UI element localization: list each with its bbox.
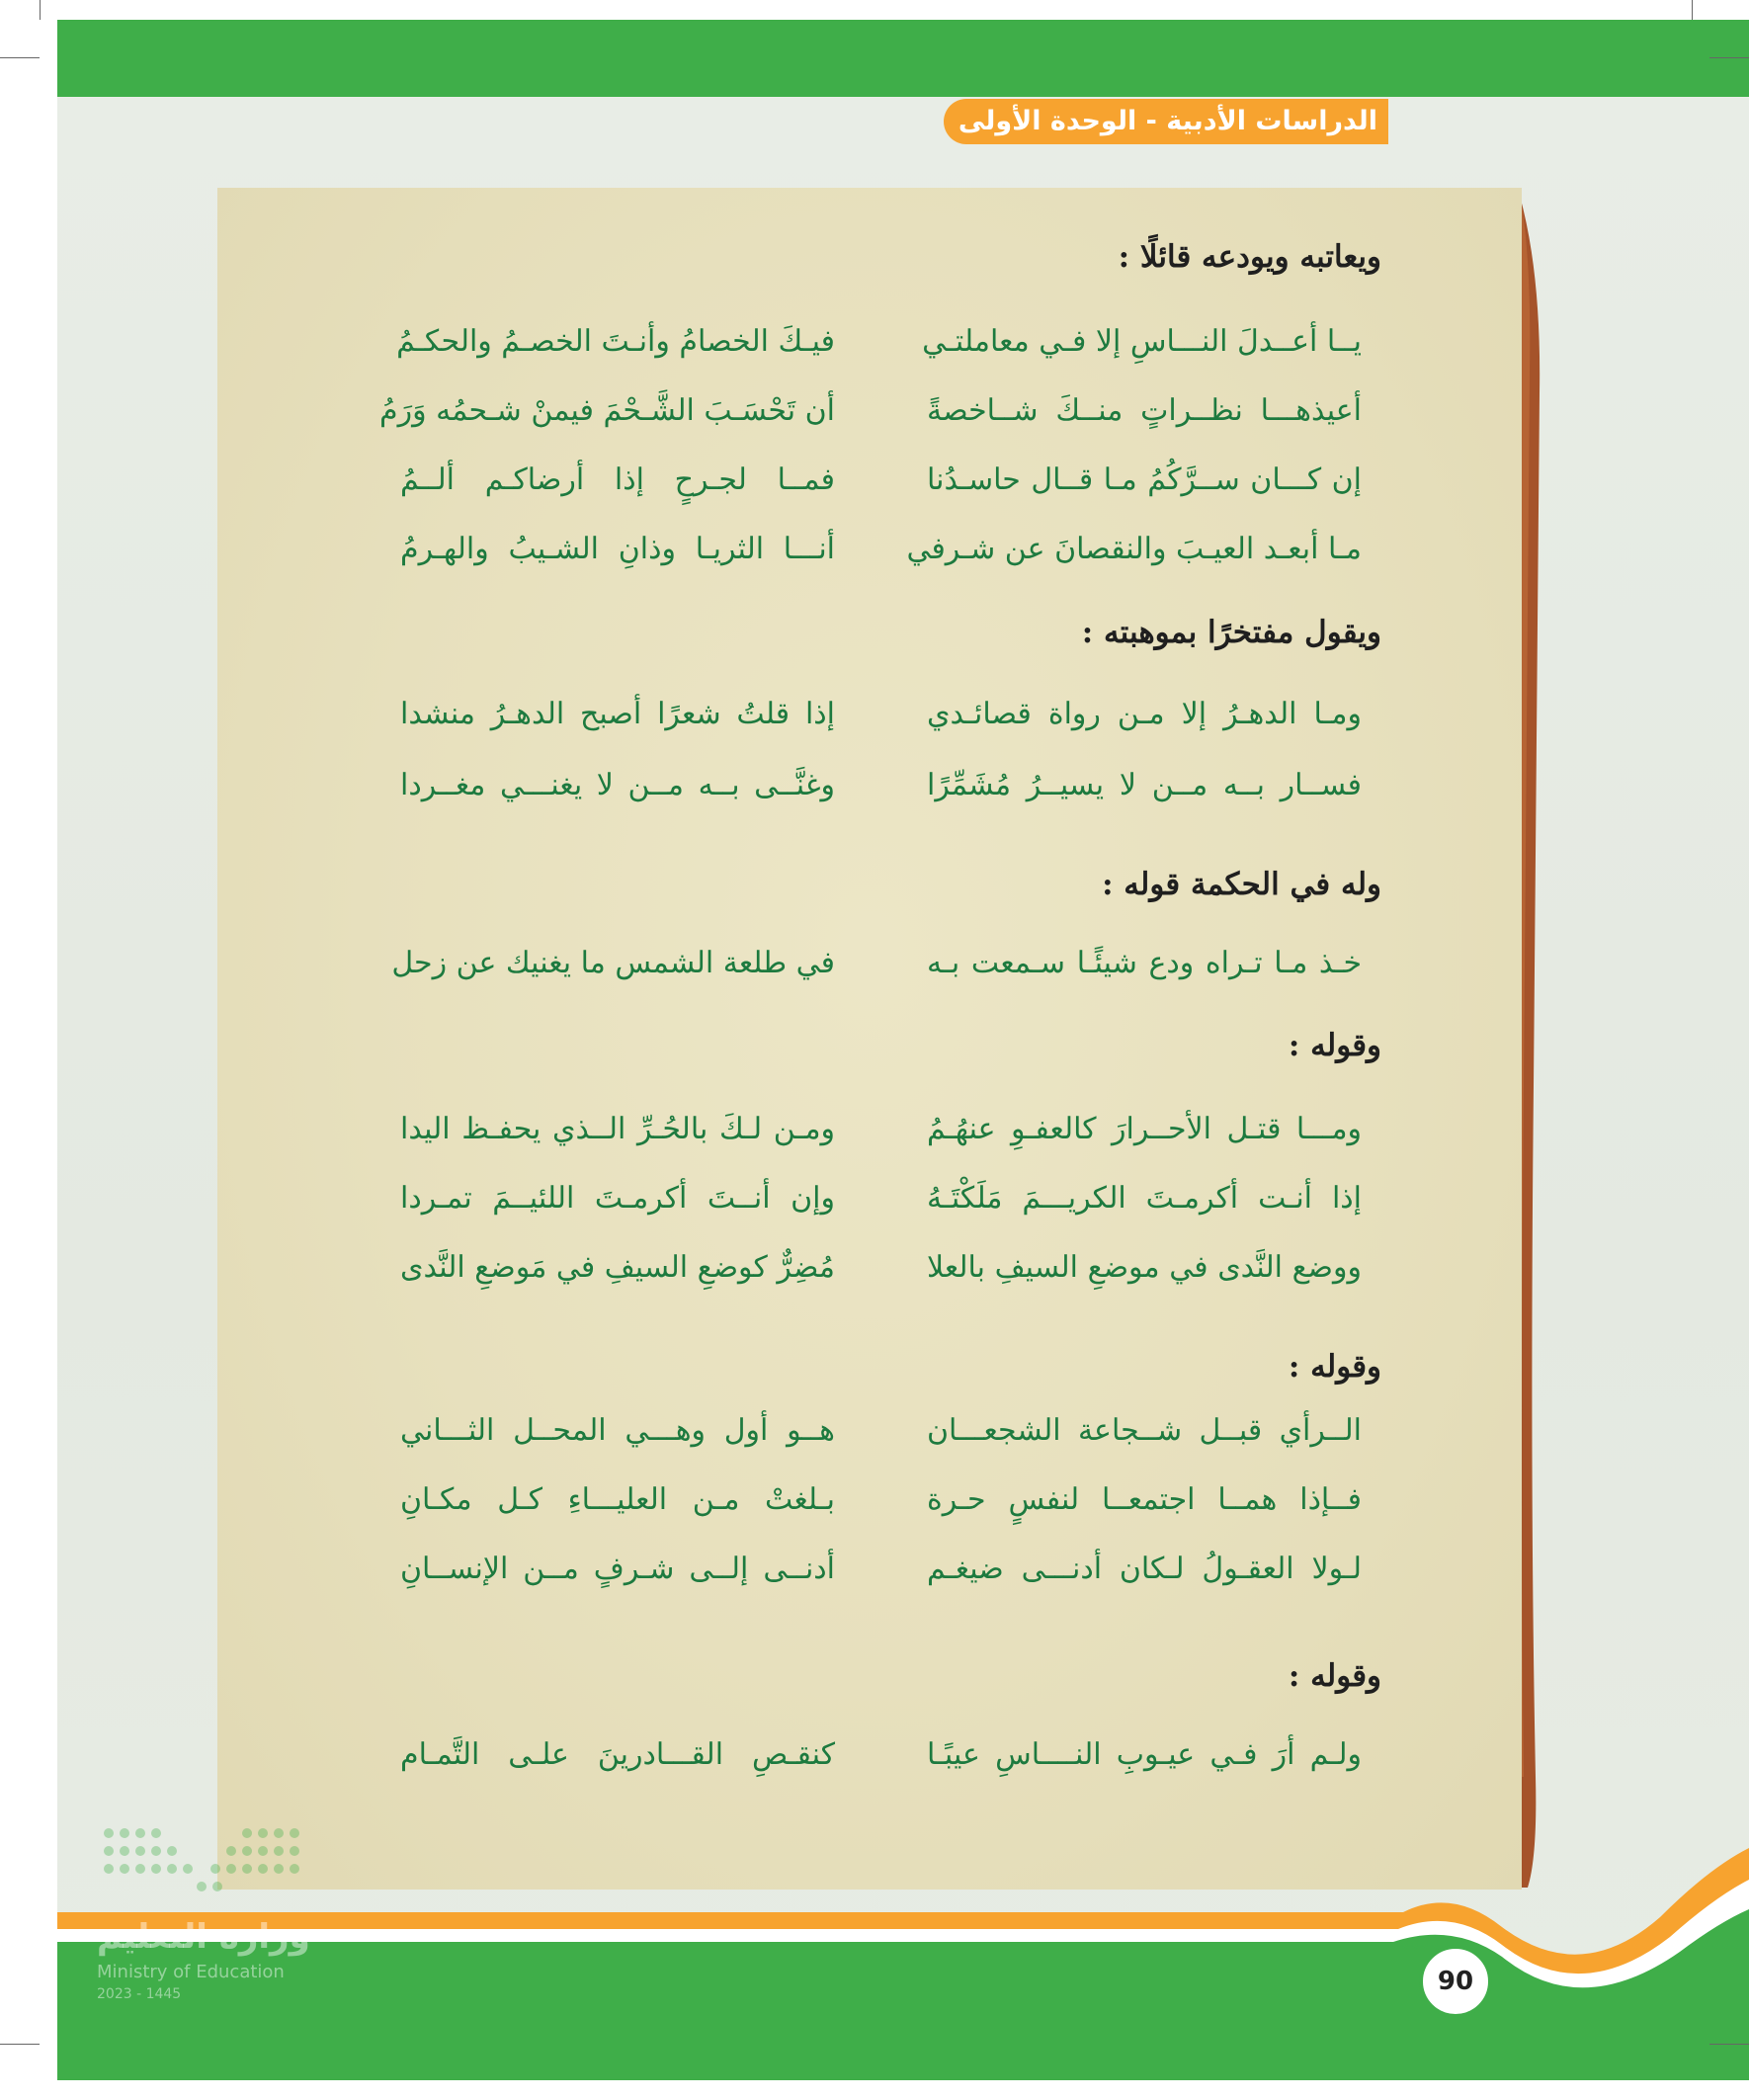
verse-right-hemistich: إذا أنـت أكرمـتَ الكريـــمَ مَلَكْتَـهُ [927, 1181, 1362, 1216]
crop-mark [0, 2044, 40, 2045]
verse-left-hemistich: مُضِرٌّ كوضعِ السيفِ في مَوضعِ النَّدى [400, 1250, 835, 1285]
crop-mark [1709, 57, 1749, 58]
verse-right-hemistich: ولـم أرَ فـي عيـوبِ النــــاسِ عيبًـا [927, 1737, 1362, 1772]
verse-left-hemistich: أن تَحْسَـبَ الشَّـحْمَ فيمنْ شـحمُه وَرَمُ [379, 393, 835, 428]
verse-left-hemistich: وغنَّــى بــه مــن لا يغنـــي مغــردا [400, 768, 835, 802]
verse-left-hemistich: فمــا لجـرحٍ إذا أرضاكـم ألــمُ [400, 462, 835, 497]
verse-left-hemistich: في طلعة الشمس ما يغنيك عن زحل [391, 946, 835, 980]
section-heading: وقوله : [1288, 1349, 1381, 1385]
verse-right-hemistich: إن كـــان ســرَّكُمُ مـا قــال حاسـدُنا [927, 462, 1362, 497]
verse-right-hemistich: لـولا العقـولُ لـكان أدنـــى ضيغـم [927, 1552, 1362, 1586]
header-title: الدراسات الأدبية - الوحدة الأولى [958, 106, 1377, 136]
section-heading: وله في الحكمة قوله : [1102, 867, 1381, 902]
verse-right-hemistich: ووضع النَّدى في موضعِ السيفِ بالعلا [927, 1250, 1362, 1285]
verse-right-hemistich: فســار بــه مــن لا يسيــرُ مُشَمِّرًا [927, 768, 1362, 802]
verse-right-hemistich: فــإذا همــا اجتمعــا لنفسٍ حـرة [927, 1482, 1362, 1517]
verse-right-hemistich: يــا أعــدلَ النـــاسِ إلا فـي معاملتـي [922, 324, 1362, 359]
verse-right-hemistich: أعيذهـــا نظــراتٍ منــكَ شــاخصةً [927, 393, 1362, 428]
top-green-band [57, 20, 1749, 97]
verse-right-hemistich: ومـا الدهـرُ إلا مـن رواة قصائـدي [927, 697, 1362, 731]
verse-right-hemistich: مـا أبعـد العيـبَ والنقصانَ عن شـرفي [906, 532, 1362, 566]
verse-left-hemistich: بـلغتْ مـن العليـــاءِ كـل مكـانِ [400, 1482, 835, 1517]
section-heading: وقوله : [1288, 1028, 1381, 1063]
verse-left-hemistich: كنقـصِ القـــادرينَ علـى التَّمـام [400, 1737, 835, 1772]
ministry-name-english: Ministry of Education [97, 1962, 285, 1982]
ministry-year: 2023 - 1445 [97, 1986, 182, 2002]
verse-right-hemistich: الــرأي قبــل شــجاعة الشجعـــان [927, 1413, 1362, 1448]
ministry-name-arabic: وزارة التعليم [97, 1917, 310, 1957]
crop-mark [0, 57, 40, 58]
verse-left-hemistich: أدنــى إلــى شـرفٍ مــن الإنســانِ [400, 1552, 835, 1586]
verse-left-hemistich: فيـكَ الخصامُ وأنـتَ الخصـمُ والحكـمُ [396, 324, 835, 359]
crop-mark [40, 0, 41, 20]
ministry-logo-icon [99, 1823, 316, 1912]
verse-left-hemistich: وإن أنــتَ أكرمـتَ اللئيــمَ تمـردا [400, 1181, 835, 1216]
section-heading: ويقول مفتخرًا بموهبته : [1081, 615, 1381, 650]
verse-left-hemistich: إذا قلتُ شعرًا أصبح الدهـرُ منشدا [400, 697, 835, 731]
verse-right-hemistich: ومـــا قتـل الأحــرارَ كالعفـوِ عنهُـمُ [927, 1112, 1362, 1146]
page-number: 90 [1419, 1945, 1492, 2018]
section-heading: وقوله : [1288, 1658, 1381, 1694]
verse-left-hemistich: أنـــا الثريـا وذانِ الشـيبُ والهـرمُ [400, 532, 835, 566]
verse-left-hemistich: ومـن لـكَ بالحُـرِّ الــذي يحفـظ اليدا [400, 1112, 835, 1146]
verse-left-hemistich: هــو أول وهـــي المحــل الثـــاني [400, 1413, 835, 1448]
crop-mark [1709, 2044, 1749, 2045]
section-heading: ويعاتبه ويودعه قائلًا : [1118, 239, 1381, 275]
crop-mark [1692, 0, 1693, 20]
verse-right-hemistich: خـذ مـا تـراه ودع شيئًـا سـمعت بـه [927, 946, 1362, 980]
